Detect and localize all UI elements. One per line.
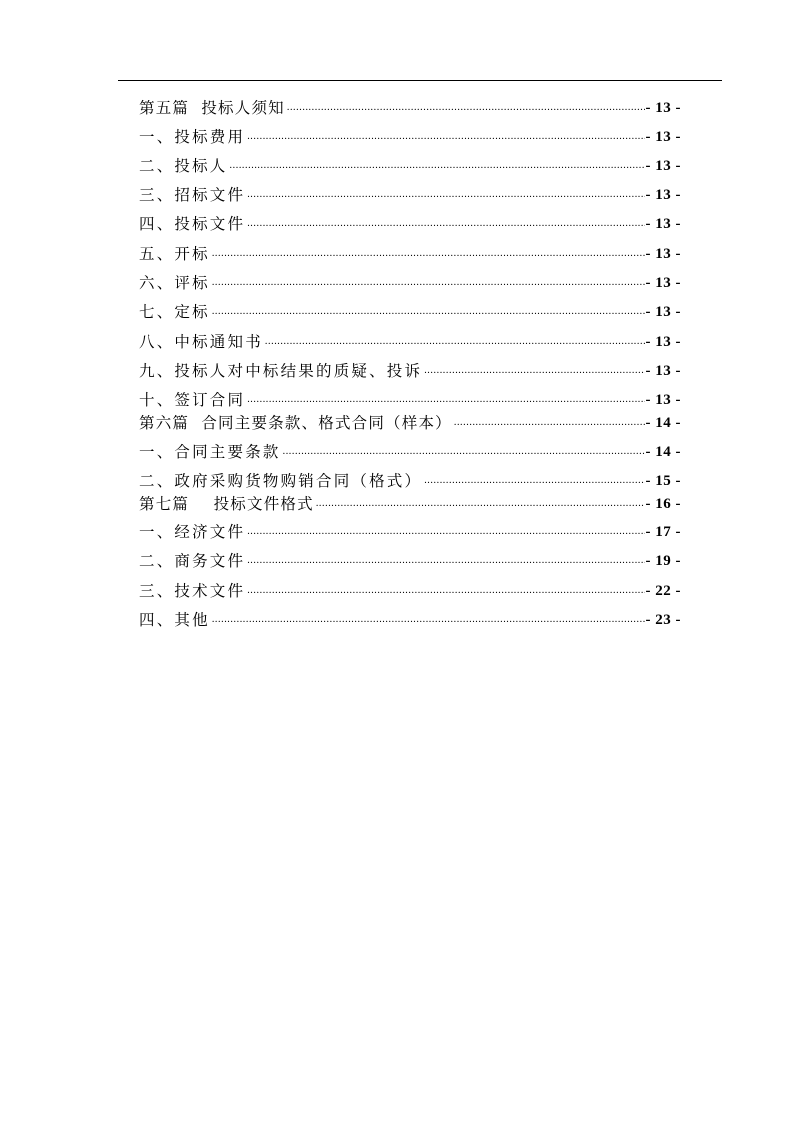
toc-entry-page: - 13 - bbox=[645, 158, 681, 174]
toc-entry-page: - 13 - bbox=[645, 334, 681, 350]
dot-leader bbox=[247, 555, 644, 567]
toc-entry[interactable] bbox=[139, 407, 681, 433]
toc-entry-page: - 13 - bbox=[645, 187, 681, 203]
dot-leader bbox=[316, 498, 645, 510]
toc-entry-title: 五、开标 bbox=[139, 245, 210, 263]
toc-entry-title: 六、评标 bbox=[139, 274, 210, 292]
toc-entry[interactable] bbox=[139, 604, 681, 630]
dot-leader bbox=[247, 189, 644, 201]
toc-entry-page: - 13 - bbox=[645, 363, 681, 379]
header-rule bbox=[118, 80, 722, 81]
dot-leader bbox=[265, 336, 645, 348]
toc-entry-page: - 14 - bbox=[645, 415, 681, 431]
dot-leader bbox=[247, 585, 644, 597]
toc-entry-page: - 13 - bbox=[645, 129, 681, 145]
toc-entry[interactable] bbox=[139, 208, 681, 234]
toc-entry-page: - 13 - bbox=[645, 392, 681, 408]
dot-leader bbox=[247, 218, 644, 230]
toc-entry[interactable] bbox=[139, 575, 681, 601]
dot-leader bbox=[283, 446, 645, 458]
toc-entry[interactable] bbox=[139, 296, 681, 322]
dot-leader bbox=[230, 160, 645, 172]
toc-entry-page: - 19 - bbox=[645, 553, 681, 569]
toc-entry-title: 第七篇 投标文件格式 bbox=[139, 495, 314, 513]
toc-entry-page: - 14 - bbox=[645, 444, 681, 460]
toc-entry-title: 二、商务文件 bbox=[139, 552, 246, 570]
toc-entry-title: 第六篇 合同主要条款、格式合同（样本） bbox=[139, 414, 452, 432]
toc-entry[interactable] bbox=[139, 516, 681, 542]
toc-entry[interactable] bbox=[139, 355, 681, 381]
toc-entry-page: - 13 - bbox=[645, 100, 681, 116]
toc-entry-title: 二、政府采购货物购销合同（格式） bbox=[139, 472, 423, 490]
toc-entry-page: - 17 - bbox=[645, 524, 681, 540]
dot-leader bbox=[212, 248, 645, 260]
toc-entry[interactable] bbox=[139, 488, 681, 514]
toc-entry[interactable] bbox=[139, 121, 681, 147]
toc-entry-title: 八、中标通知书 bbox=[139, 333, 263, 351]
toc-entry-title: 十、签订合同 bbox=[139, 391, 246, 409]
toc-entry[interactable] bbox=[139, 545, 681, 571]
toc-entry[interactable] bbox=[139, 238, 681, 264]
toc-entry[interactable] bbox=[139, 150, 681, 176]
toc-entry-title: 第五篇 投标人须知 bbox=[139, 99, 285, 117]
dot-leader bbox=[247, 526, 644, 538]
dot-leader bbox=[247, 131, 644, 143]
dot-leader bbox=[247, 394, 644, 406]
toc-entry-page: - 13 - bbox=[645, 304, 681, 320]
toc-entry-title: 九、投标人对中标结果的质疑、投诉 bbox=[139, 362, 423, 380]
dot-leader bbox=[424, 365, 644, 377]
dot-leader bbox=[287, 102, 645, 114]
toc-entry-title: 三、技术文件 bbox=[139, 582, 246, 600]
toc-entry-page: - 13 - bbox=[645, 275, 681, 291]
dot-leader bbox=[212, 277, 645, 289]
dot-leader bbox=[454, 417, 645, 429]
toc-entry-title: 一、投标费用 bbox=[139, 128, 246, 146]
toc-entry[interactable] bbox=[139, 179, 681, 205]
toc-entry-title: 一、经济文件 bbox=[139, 523, 246, 541]
toc-entry-page: - 16 - bbox=[645, 496, 681, 512]
dot-leader bbox=[212, 614, 645, 626]
toc-entry-page: - 23 - bbox=[645, 612, 681, 628]
dot-leader bbox=[212, 306, 645, 318]
dot-leader bbox=[424, 475, 644, 487]
toc-entry[interactable] bbox=[139, 267, 681, 293]
toc-entry-title: 四、投标文件 bbox=[139, 215, 246, 233]
toc-entry[interactable] bbox=[139, 326, 681, 352]
toc-entry[interactable] bbox=[139, 436, 681, 462]
toc-entry-title: 二、投标人 bbox=[139, 157, 228, 175]
toc-entry-title: 四、其他 bbox=[139, 611, 210, 629]
toc-entry-title: 一、合同主要条款 bbox=[139, 443, 281, 461]
toc-entry-title: 七、定标 bbox=[139, 303, 210, 321]
toc-entry-page: - 15 - bbox=[645, 473, 681, 489]
toc-entry[interactable] bbox=[139, 92, 681, 118]
toc-entry-page: - 13 - bbox=[645, 246, 681, 262]
toc-entry-page: - 13 - bbox=[645, 216, 681, 232]
toc-entry-page: - 22 - bbox=[645, 583, 681, 599]
toc-entry-title: 三、招标文件 bbox=[139, 186, 246, 204]
